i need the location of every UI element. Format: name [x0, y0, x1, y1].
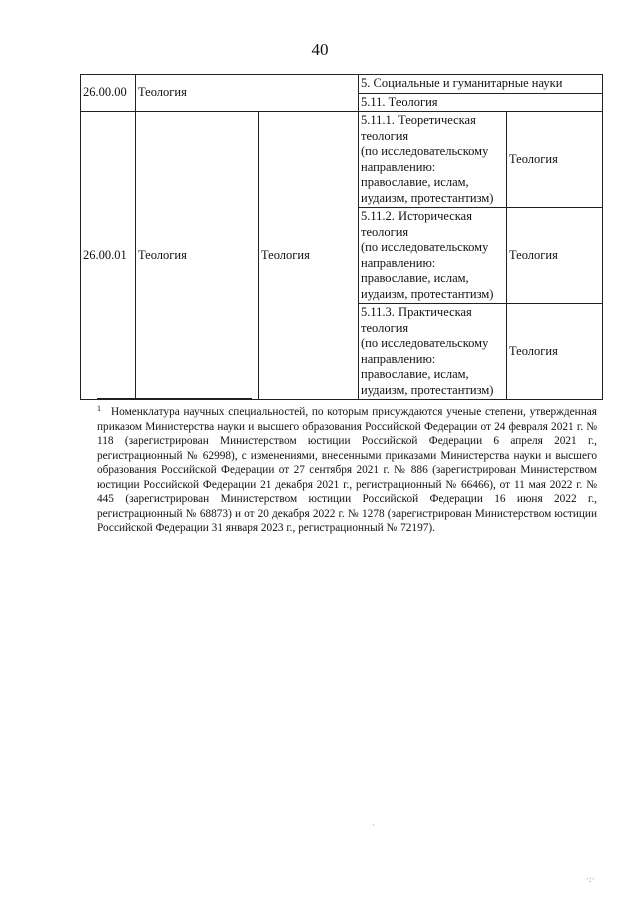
footnote-divider	[97, 398, 252, 399]
specialties-table	[80, 74, 603, 400]
science-group: 5.11. Теология	[359, 93, 603, 112]
specialty-field: Теология	[507, 304, 603, 400]
group-code: 26.00.00	[81, 75, 136, 112]
science-area: 5. Социальные и гуманитарные науки	[359, 75, 603, 94]
specialty-profile: 5.11.2. Историческая теология (по исследовательскому направлению: православие, ислам, иудаизм, протестантизм)	[359, 208, 507, 304]
group-name: Теология	[136, 75, 359, 112]
item-qualification: Теология	[259, 112, 359, 400]
item-name: Теология	[136, 112, 259, 400]
scan-speck: ·	[372, 820, 375, 830]
table-row	[81, 112, 603, 208]
item-code: 26.00.01	[81, 112, 136, 400]
footnote-mark: 1	[97, 404, 101, 413]
specialty-profile: 5.11.3. Практическая теология (по исследовательскому направлению: православие, ислам, иудаизм, протестантизм)	[359, 304, 507, 400]
scan-speck: ·:·	[586, 874, 595, 884]
footnote-text: Номенклатура научных специальностей, по которым присуждаются ученые степени, утвержденная приказом Министерства науки и высшего образования Российской Федерации от 24 февраля 2021 г. № 118 (зарегистрирован Министерством юстиции Российской Федерации 6 апреля 2021 г., регистрационный № 62998), с изменениями, внесенными приказами Министерства науки и высшего образования Российской Федерации от 27 сентября 2021 г. № 886 (зарегистрирован Министерством юстиции Российской Федерации 21 декабря 2021 г., регистрационный № 66466), от 11 мая 2022 г. № 445 (зарегистрирован Министерством юстиции Российской Федерации 16 июня 2022 г., регистрационный № 68873) и от 20 декабря 2022 г. № 1278 (зарегистрирован Министерством юстиции Российской Федерации 31 января 2023 г., регистрационный № 72197).	[97, 406, 597, 534]
specialty-field: Теология	[507, 112, 603, 208]
table-row	[81, 75, 603, 94]
page-number: 40	[311, 40, 329, 59]
specialty-profile: 5.11.1. Теоретическая теология (по исследовательскому направлению: православие, ислам, иудаизм, протестантизм)	[359, 112, 507, 208]
specialty-field: Теология	[507, 208, 603, 304]
footnote	[97, 402, 597, 536]
